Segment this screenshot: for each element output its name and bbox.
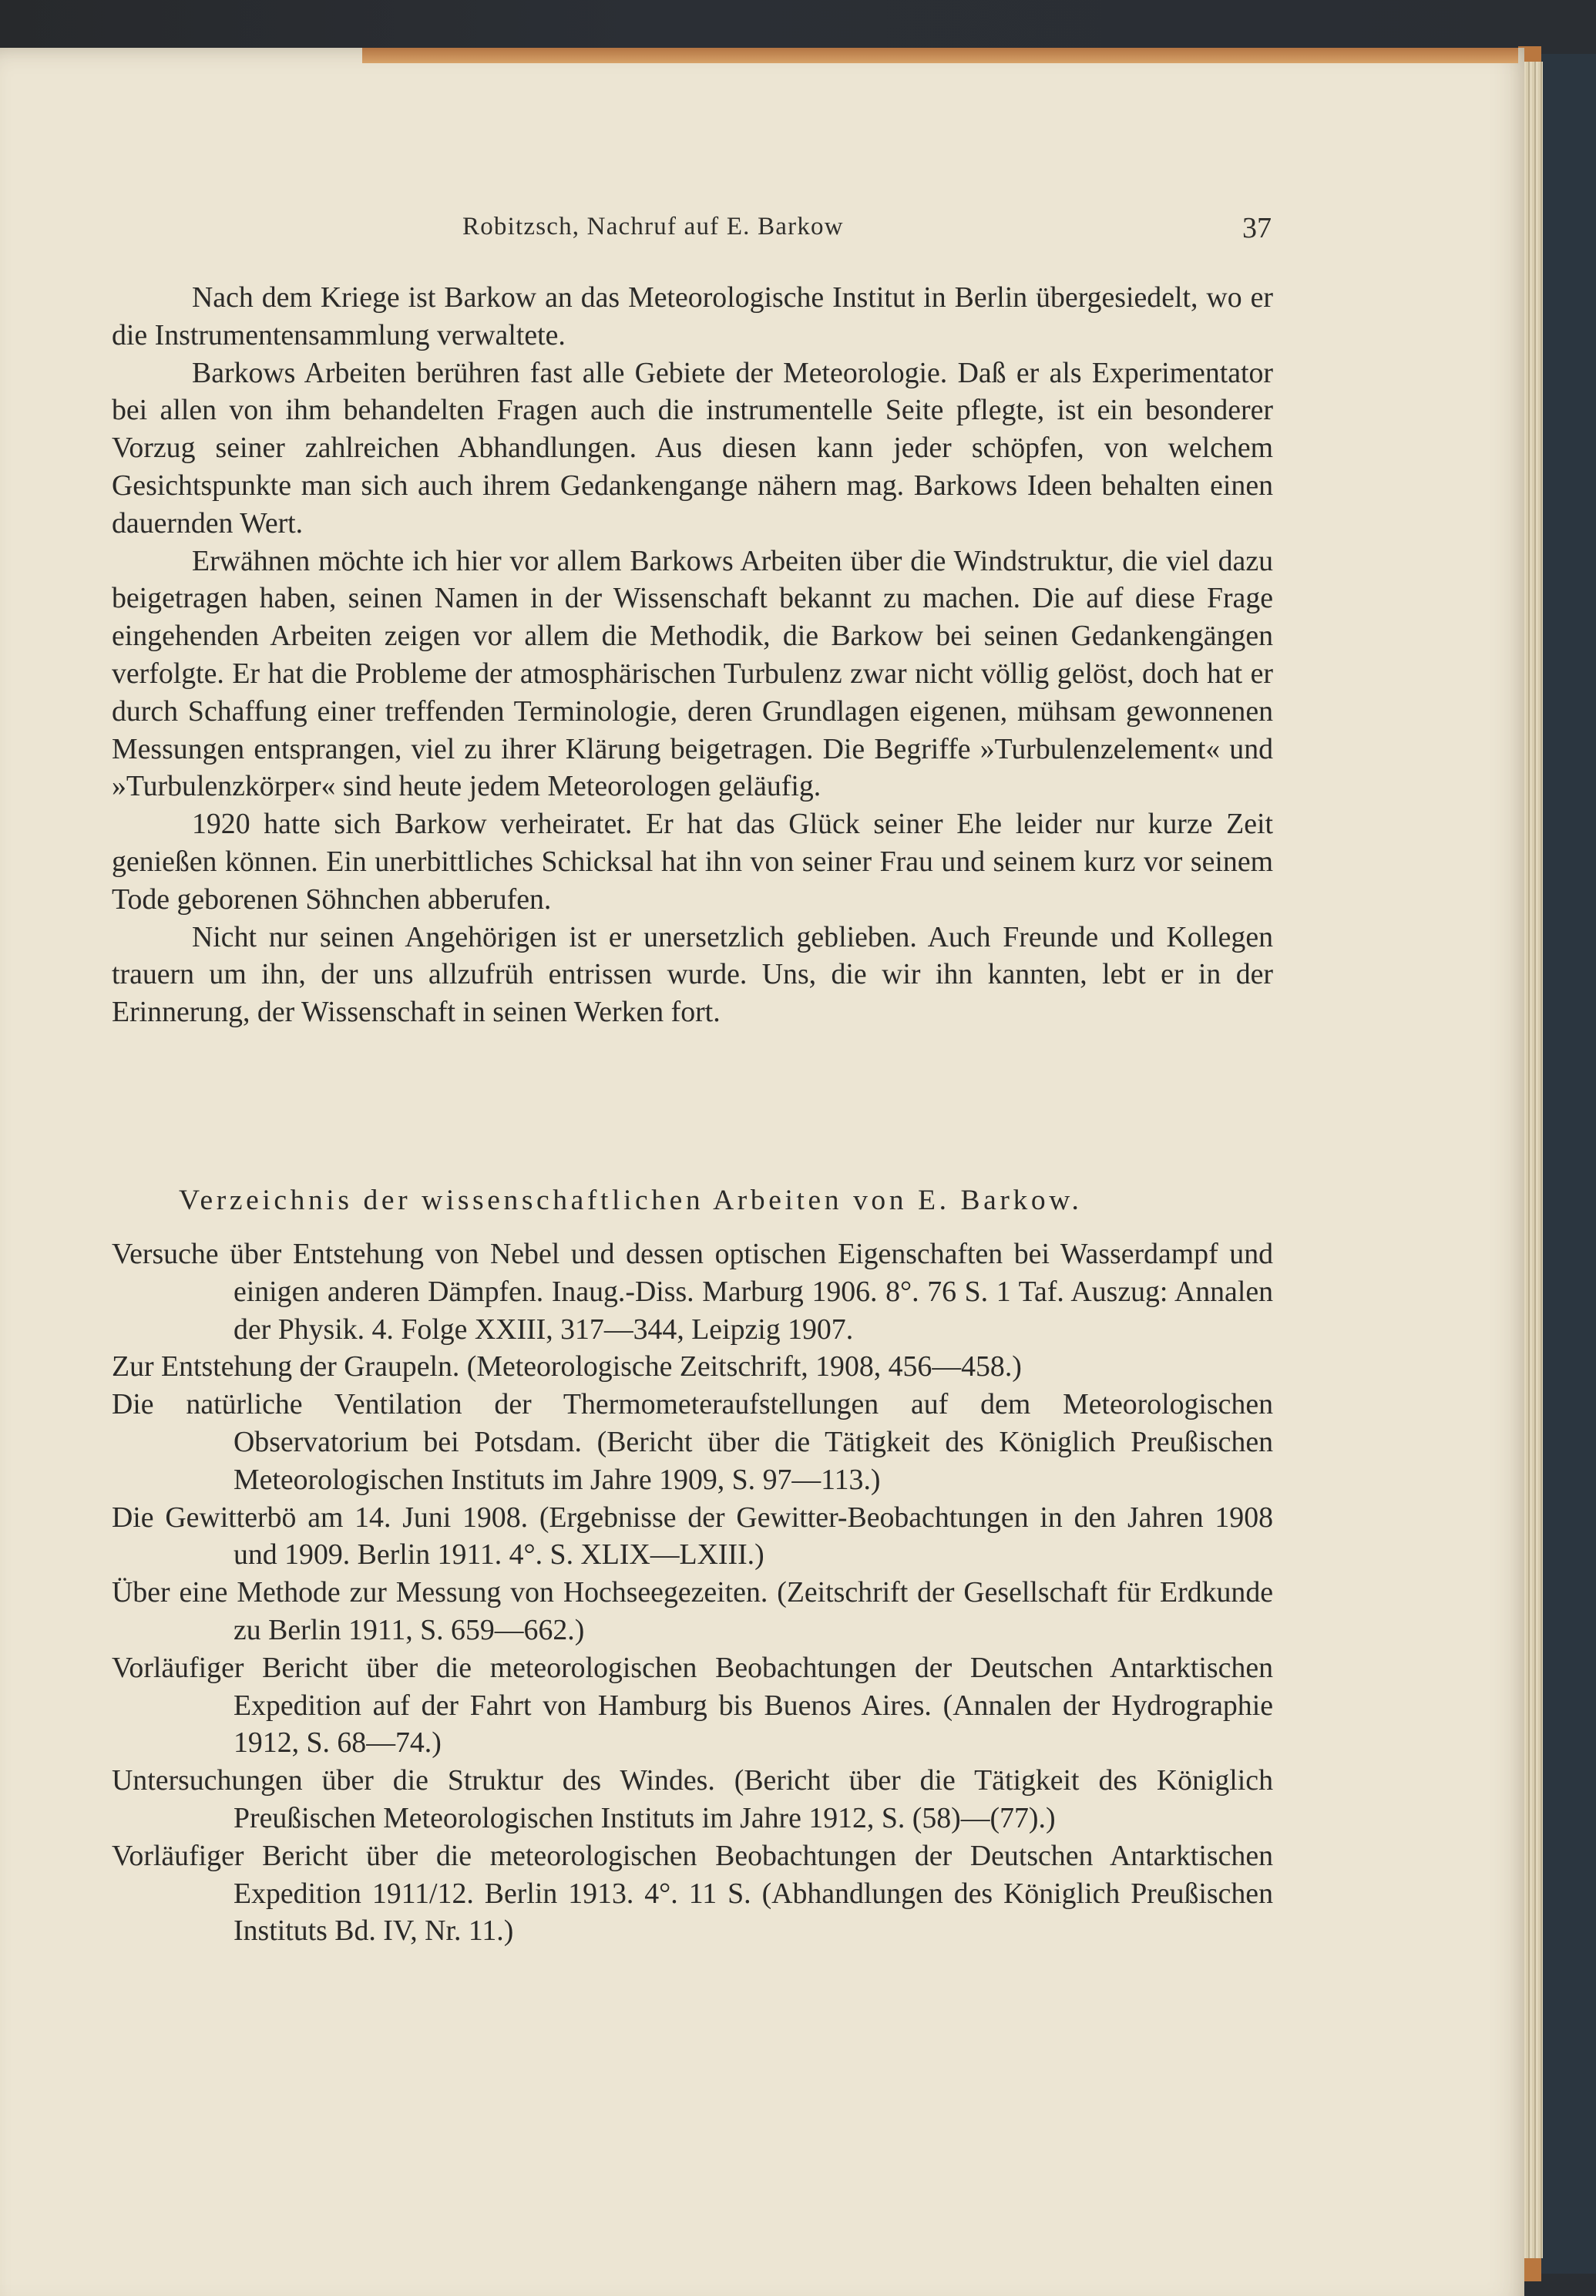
reference-entry: Zur Entstehung der Graupeln. (Meteorologische Zeitschrift, 1908, 456—458.) (112, 1350, 1022, 1383)
reference-entry: Die natürliche Ventilation der Thermometeraufstellungen auf dem Meteorologischen Observatorium bei Potsdam. (Bericht über die Tätigkeit des Königlich Preußischen Meteorologischen Instituts im Jahre 1909, S. 97—113.) (112, 1388, 1273, 1496)
paragraph: Nach dem Kriege ist Barkow an das Meteorologische Institut in Berlin übergesiedelt, wo er die Instrumentensammlung verwaltete. (112, 281, 1273, 351)
paragraph: 1920 hatte sich Barkow verheiratet. Er hat das Glück seiner Ehe leider nur kurze Zeit genießen können. Ein unerbittliches Schicksal hat ihn von seiner Frau und seinem kurz vor seinem Tode geborenen Söhnchen abberufen. (112, 808, 1273, 916)
bibliography-list (112, 1235, 1273, 1950)
bibliography-heading: Verzeichnis der wissenschaftlichen Arbeiten von E. Barkow. (179, 1185, 1083, 1216)
page-number: 37 (1242, 212, 1272, 244)
reference-entry: Untersuchungen über die Struktur des Windes. (Bericht über die Tätigkeit des Königlich Preußischen Meteorologischen Instituts im Jahre 1912, S. (58)—(77).) (112, 1764, 1273, 1834)
reference-entry: Versuche über Entstehung von Nebel und dessen optischen Eigenschaften bei Wasserdampf und einigen anderen Dämpfen. Inaug.-Diss. Marburg 1906. 8°. 76 S. 1 Taf. Auszug: Annalen der Physik. 4. Folge XXIII, 317—344, Leipzig 1907. (112, 1238, 1273, 1346)
reference-entry: Vorläufiger Bericht über die meteorologischen Beobachtungen der Deutschen Antarktischen Expedition 1911/12. Berlin 1913. 4°. 11 S. (Abhandlungen des Königlich Preußischen Instituts Bd. IV, Nr. 11.) (112, 1839, 1273, 1948)
body-text (112, 279, 1273, 1031)
running-title: Robitzsch, Nachruf auf E. Barkow (462, 213, 844, 240)
paragraph: Nicht nur seinen Angehörigen ist er unersetzlich geblieben. Auch Freunde und Kollegen trauern um ihn, der uns allzufrüh entrissen wurde. Uns, die wir ihn kannten, lebt er in der Erinnerung, der Wissenschaft in seinen Werken fort. (112, 920, 1273, 1029)
reference-entry: Über eine Methode zur Messung von Hochseegezeiten. (Zeitschrift der Gesellschaft für Erdkunde zu Berlin 1911, S. 659—662.) (112, 1576, 1273, 1646)
paragraph: Barkows Arbeiten berühren fast alle Gebiete der Meteorologie. Daß er als Experimentator bei allen von ihm behandelten Fragen auch die instrumentelle Seite pflegte, ist ein besonderer Vorzug seiner zahlreichen Abhandlungen. Aus diesen kann jeder schöpfen, von welchem Gesichtspunkte man sich auch ihrem Gedankengange nähern mag. Barkows Ideen behalten einen dauernden Wert. (112, 356, 1273, 540)
page-top-edge (362, 48, 1518, 63)
paragraph: Erwähnen möchte ich hier vor allem Barkows Arbeiten über die Windstruktur, die viel dazu beigetragen haben, seinen Namen in der Wissenschaft bekannt zu machen. Die auf diese Frage eingehenden Arbeiten zeigen vor allem die Methodik, die Barkow bei seinen Gedankengängen verfolgte. Er hat die Probleme der atmosphärischen Turbulenz zwar nicht völlig gelöst, doch hat er durch Schaffung einer treffenden Terminologie, deren Grundlagen eigenen, mühsam gewonnenen Messungen entsprangen, viel zu ihrer Klärung beigetragen. Die Begriffe »Turbulenzelement« und »Turbulenzkörper« sind heute jedem Meteorologen geläufig. (112, 544, 1273, 803)
running-header (462, 205, 1272, 251)
reference-entry: Die Gewitterbö am 14. Juni 1908. (Ergebnisse der Gewitter-Beobachtungen in den Jahren 1908 und 1909. Berlin 1911. 4°. S. XLIX—LXIII.) (112, 1501, 1273, 1572)
reference-entry: Vorläufiger Bericht über die meteorologischen Beobachtungen der Deutschen Antarktischen Expedition auf der Fahrt von Hamburg bis Buenos Aires. (Annalen der Hydrographie 1912, S. 68—74.) (112, 1651, 1273, 1760)
